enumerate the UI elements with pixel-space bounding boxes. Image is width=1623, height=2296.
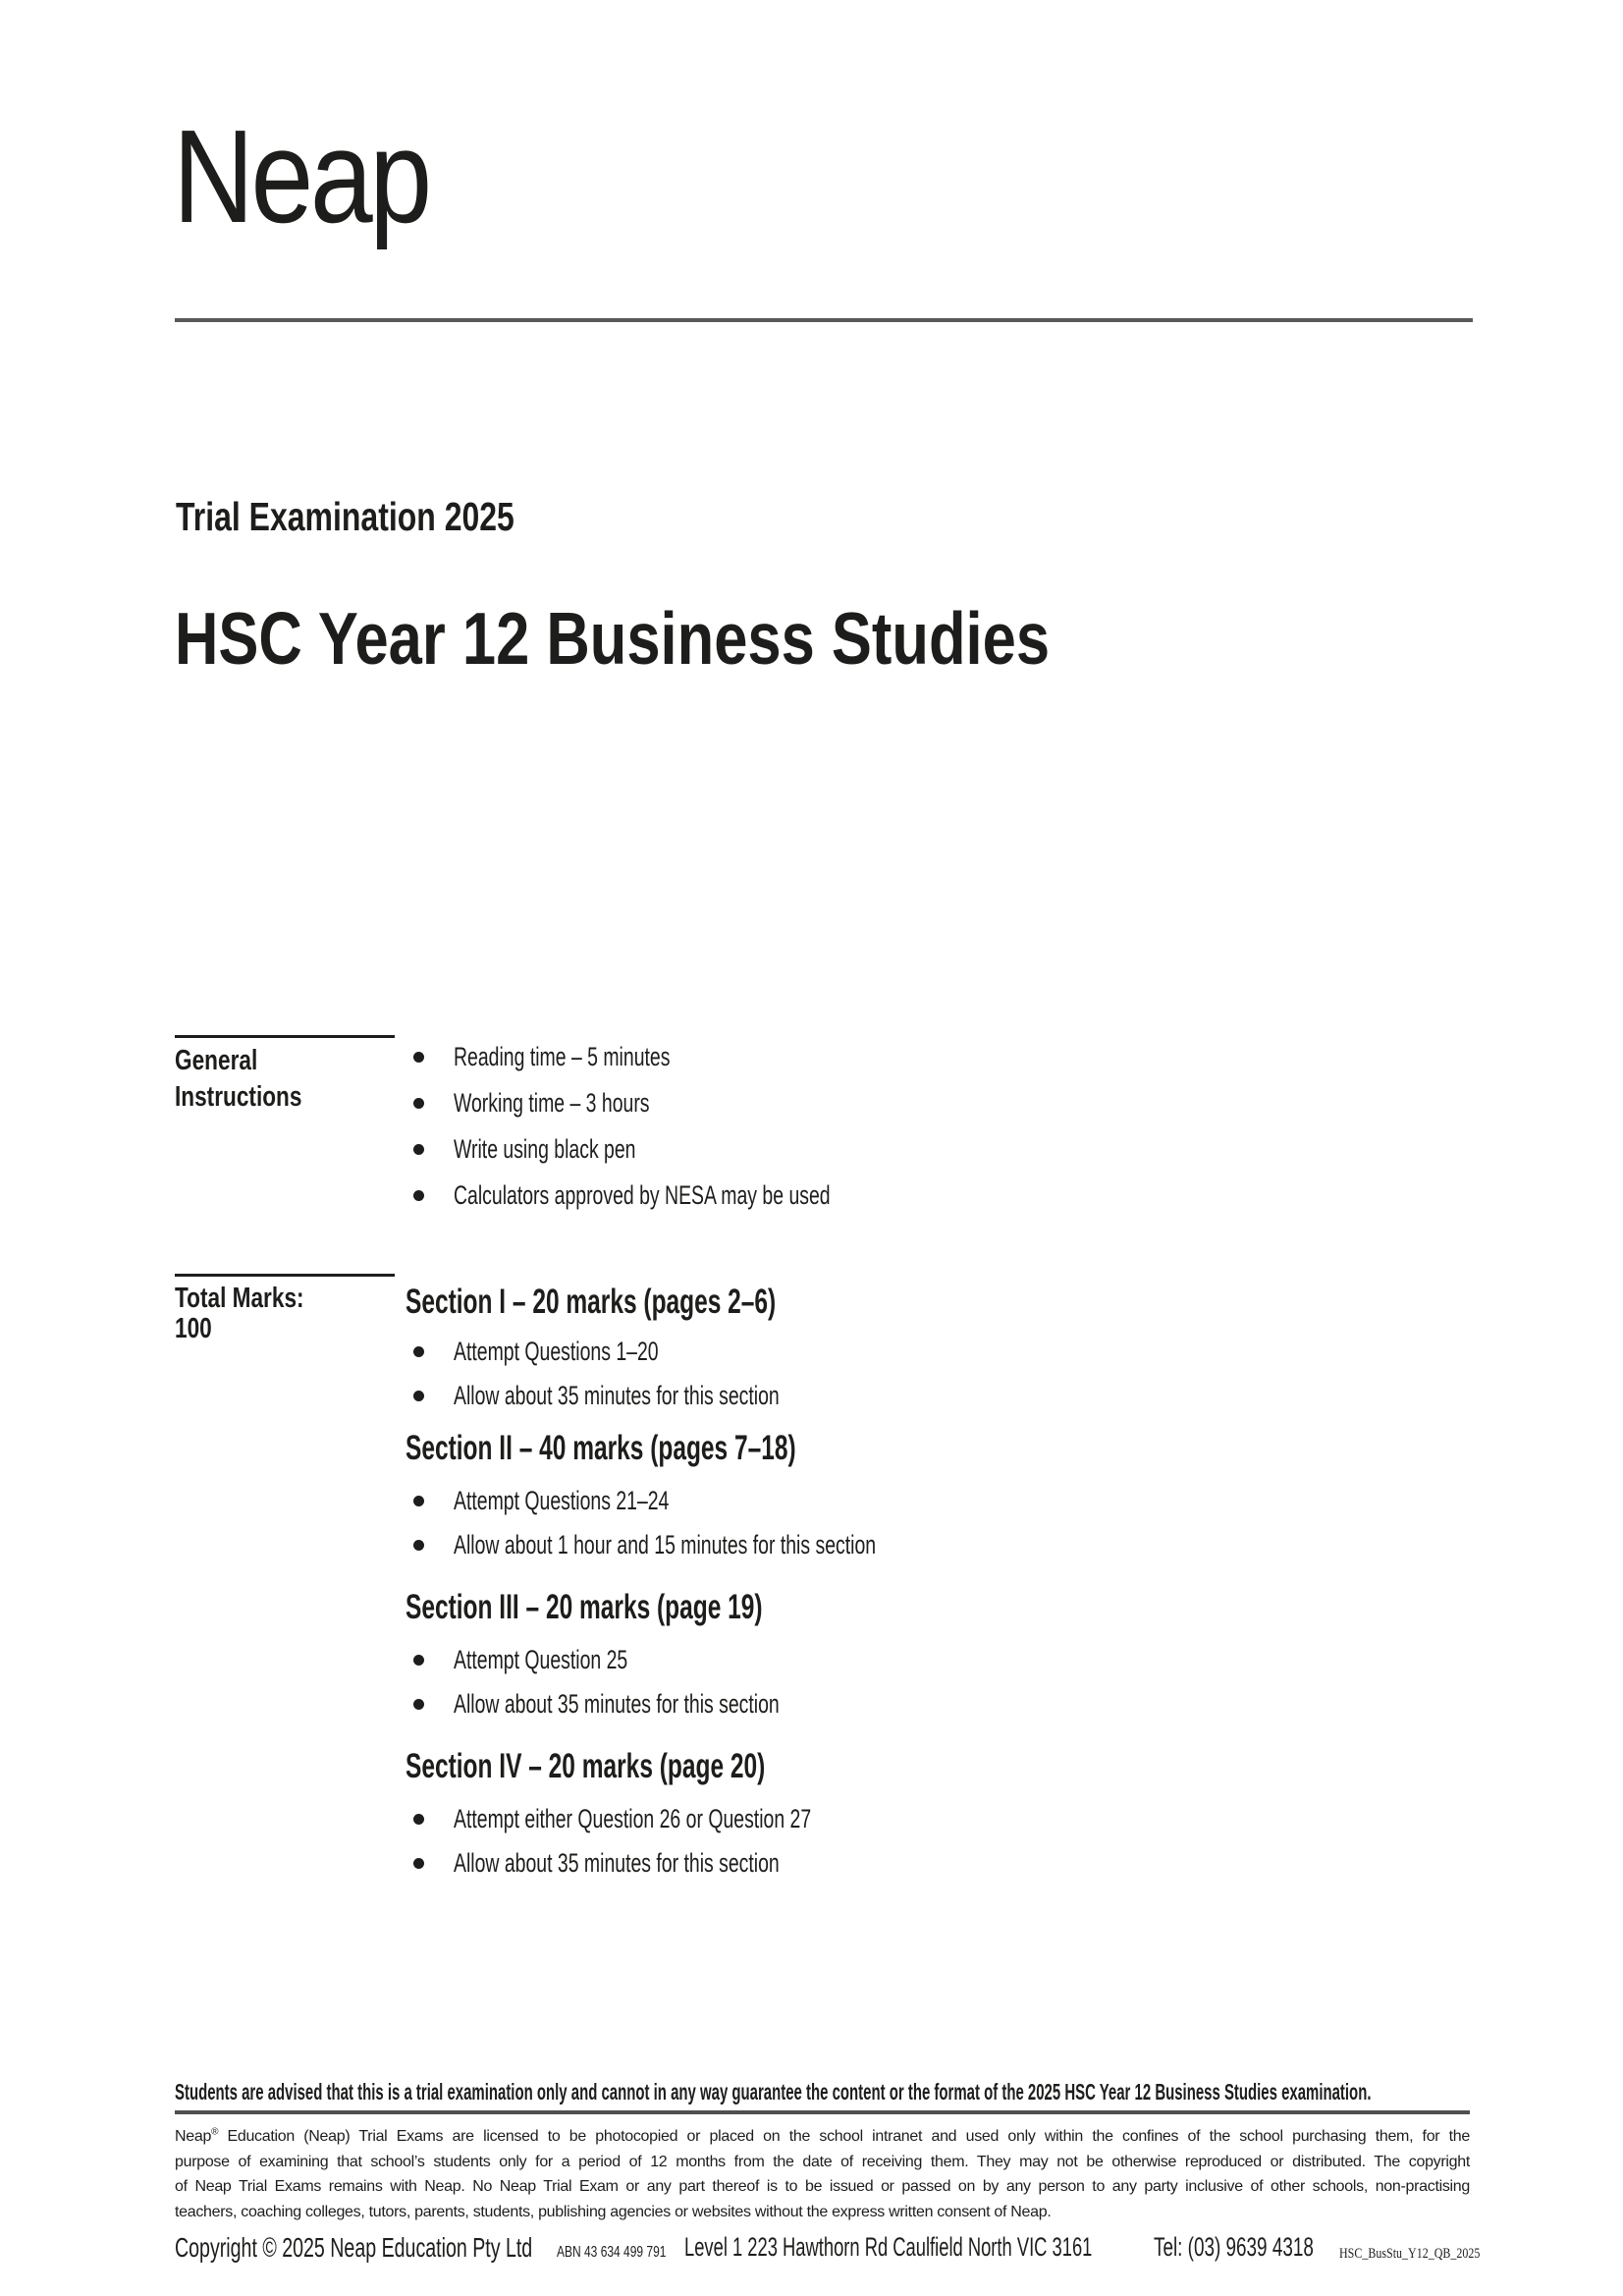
header-divider [175, 318, 1473, 322]
section-4-bullet-row [413, 1850, 906, 1877]
general-instructions-label: General Instructions [175, 1045, 302, 1113]
bullet-icon [413, 1052, 424, 1063]
section-1-bullet-row [413, 1383, 906, 1409]
bullet-icon [413, 1655, 424, 1666]
section-bullet-text: Attempt either Question 26 or Question 27 [454, 1804, 812, 1833]
bullet-icon [413, 1540, 424, 1551]
section-2-bullet-row [413, 1532, 1040, 1558]
gi-bullet-row [413, 1090, 726, 1117]
footer-divider [175, 2110, 1470, 2114]
section-bullet-text: Allow about 1 hour and 15 minutes for this section [454, 1530, 877, 1559]
section-1-heading: Section I – 20 marks (pages 2–6) [406, 1283, 777, 1321]
gi-bullet-text: Reading time – 5 minutes [454, 1042, 671, 1071]
bullet-icon [413, 1190, 424, 1201]
exam-title: HSC Year 12 Business Studies [175, 597, 1051, 680]
disclaimer-line: Neap® Education (Neap) Trial Exams are licensed to be photocopied or placed on the school intranet and used only within the confines of the school purchasing them, for the [175, 2126, 1470, 2145]
copyright-text: Copyright © 2025 Neap Education Pty Ltd [175, 2232, 533, 2263]
abn-text: ABN 43 634 499 791 [557, 2244, 667, 2261]
license-disclaimer [175, 2124, 1470, 2224]
tel-text: Tel: (03) 9639 4318 [1154, 2232, 1314, 2262]
bullet-icon [413, 1098, 424, 1109]
section-bullet-text: Attempt Question 25 [454, 1645, 628, 1674]
gi-bullet-row [413, 1182, 977, 1209]
section-bullet-text: Allow about 35 minutes for this section [454, 1381, 780, 1410]
total-marks-rule [175, 1274, 395, 1277]
trial-exam-advice: Students are advised that this is a trial examination only and cannot in any way guarantee the content or the format of the 2025 HSC Year 12 Business Studies examination. [175, 2079, 1372, 2105]
gi-bullet-text: Working time – 3 hours [454, 1088, 650, 1118]
section-4-heading: Section IV – 20 marks (page 20) [406, 1747, 766, 1785]
bullet-icon [413, 1699, 424, 1710]
gi-bullet-row [413, 1136, 707, 1163]
disclaimer-line: of Neap Trial Exams remains with Neap. No Neap Trial Exam or any part thereof is to be issued or passed on by any person to any party inclusive of other schools, non-practising [175, 2178, 1470, 2195]
disclaimer-line: teachers, coaching colleges, tutors, parents, students, publishing agencies or websites without the express written consent of Neap. [175, 2203, 1052, 2220]
bullet-icon [413, 1496, 424, 1506]
general-instructions-rule [175, 1035, 395, 1038]
bullet-icon [413, 1391, 424, 1401]
doc-code: HSC_BusStu_Y12_QB_2025 [1339, 2246, 1481, 2262]
registered-mark: ® [211, 2126, 219, 2138]
bullet-icon [413, 1144, 424, 1155]
exam-series: Trial Examination 2025 [176, 494, 514, 539]
section-3-bullet-row [413, 1691, 906, 1718]
bullet-icon [413, 1346, 424, 1357]
section-1-bullet-row [413, 1339, 738, 1365]
neap-logo-text: Neap [173, 102, 429, 250]
section-2-heading: Section II – 40 marks (pages 7–18) [406, 1429, 796, 1467]
total-marks-label: Total Marks: 100 [175, 1283, 304, 1344]
section-3-bullet-row [413, 1647, 695, 1673]
gi-bullet-text: Write using black pen [454, 1134, 636, 1164]
address-text: Level 1 223 Hawthorn Rd Caulfield North VIC 3161 [684, 2232, 1093, 2262]
gi-bullet-row [413, 1044, 754, 1070]
gi-bullet-text: Calculators approved by NESA may be used [454, 1180, 831, 1210]
section-3-heading: Section III – 20 marks (page 19) [406, 1588, 763, 1626]
disclaimer-line: purpose of examining that school’s students only for a period of 12 months from the date of receiving them. They may not be otherwise reproduced or distributed. The copyright [175, 2153, 1470, 2170]
section-4-bullet-row [413, 1806, 950, 1832]
section-bullet-text: Allow about 35 minutes for this section [454, 1848, 780, 1878]
section-bullet-text: Attempt Questions 1–20 [454, 1337, 659, 1366]
bullet-icon [413, 1858, 424, 1869]
neap-logo [173, 102, 474, 250]
section-2-bullet-row [413, 1488, 753, 1514]
bullet-icon [413, 1814, 424, 1825]
section-bullet-text: Allow about 35 minutes for this section [454, 1689, 780, 1719]
section-bullet-text: Attempt Questions 21–24 [454, 1486, 670, 1515]
